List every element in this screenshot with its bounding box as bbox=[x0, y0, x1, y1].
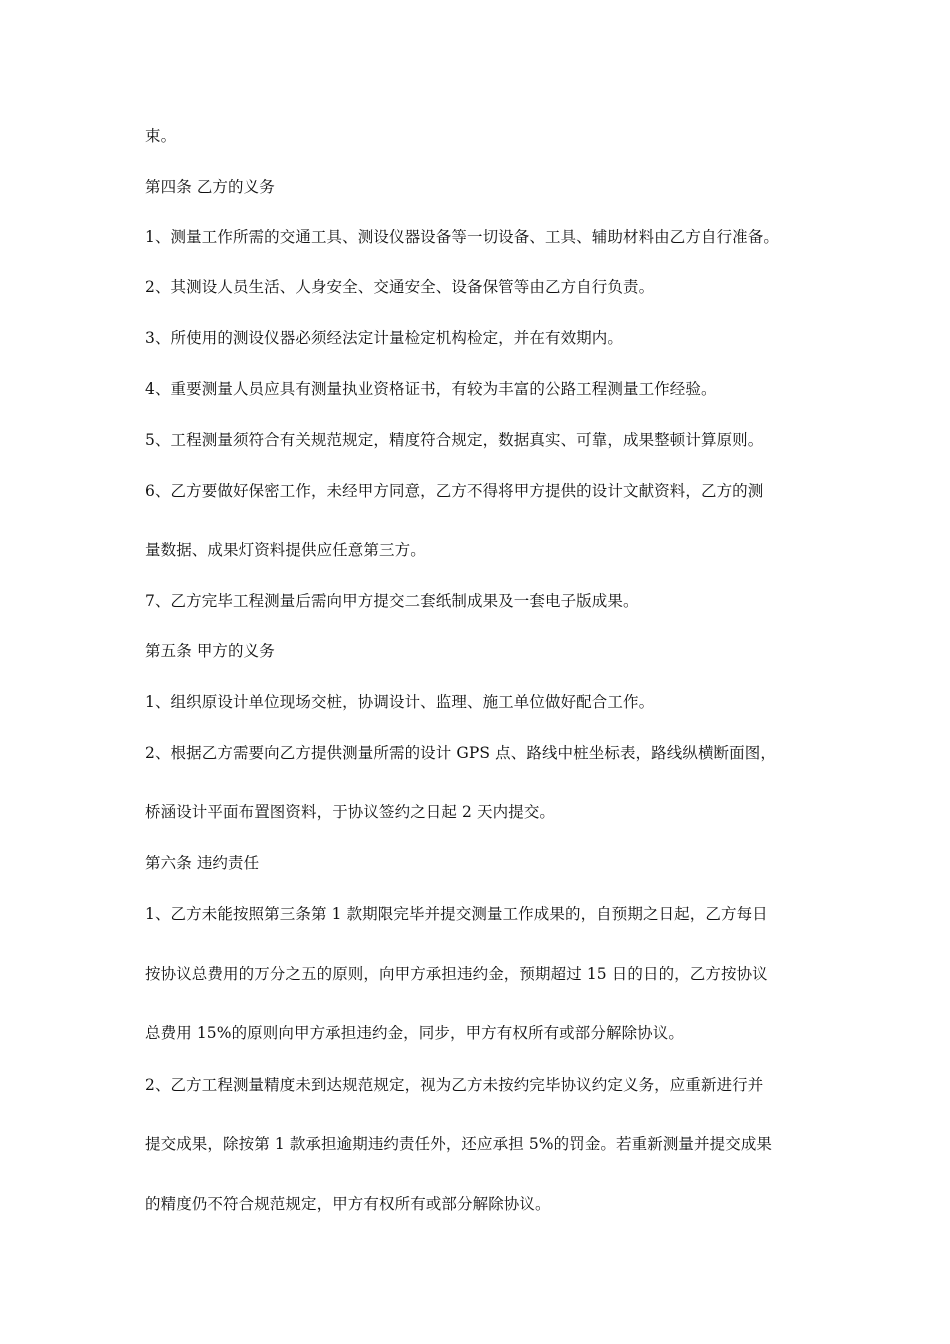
text-line-14: 桥涵设计平面布置图资料，于协议签约之日起 2 天内提交。 bbox=[145, 803, 556, 821]
text-line-16: 1、乙方未能按照第三条第 1 款期限完毕并提交测量工作成果的，自预期之日起，乙方每日 bbox=[145, 905, 768, 923]
section-heading-6: 第六条 违约责任 bbox=[145, 854, 260, 872]
text-line-9: 量数据、成果灯资料提供应任意第三方。 bbox=[145, 541, 426, 559]
text-line-19: 2、乙方工程测量精度未到达规范规定，视为乙方未按约完毕协议约定义务，应重新进行并 bbox=[145, 1076, 764, 1094]
text-line-1: 束。 bbox=[145, 127, 177, 145]
text-line-8: 6、乙方要做好保密工作，未经甲方同意，乙方不得将甲方提供的设计文献资料，乙方的测 bbox=[145, 482, 764, 500]
text-line-5: 3、所使用的测设仪器必须经法定计量检定机构检定，并在有效期内。 bbox=[145, 329, 623, 347]
section-heading-4: 第四条 乙方的义务 bbox=[145, 178, 275, 196]
text-line-7: 5、工程测量须符合有关规范规定，精度符合规定，数据真实、可靠，成果整顿计算原则。 bbox=[145, 431, 764, 449]
text-line-6: 4、重要测量人员应具有测量执业资格证书，有较为丰富的公路工程测量工作经验。 bbox=[145, 380, 717, 398]
text-line-17: 按协议总费用的万分之五的原则，向甲方承担违约金，预期超过 15 日的日的，乙方按协议 bbox=[145, 965, 768, 983]
text-line-10: 7、乙方完毕工程测量后需向甲方提交二套纸制成果及一套电子版成果。 bbox=[145, 592, 639, 610]
text-line-12: 1、组织原设计单位现场交桩，协调设计、监理、施工单位做好配合工作。 bbox=[145, 693, 655, 711]
text-line-20: 提交成果，除按第 1 款承担逾期违约责任外，还应承担 5%的罚金。若重新测量并提交成果 bbox=[145, 1135, 773, 1153]
text-line-3: 1、测量工作所需的交通工具、测设仪器设备等一切设备、工具、辅助材料由乙方自行准备。 bbox=[145, 228, 779, 246]
text-line-4: 2、其测设人员生活、人身安全、交通安全、设备保管等由乙方自行负责。 bbox=[145, 278, 655, 296]
text-line-21: 的精度仍不符合规范规定，甲方有权所有或部分解除协议。 bbox=[145, 1195, 551, 1213]
text-line-13: 2、根据乙方需要向乙方提供测量所需的设计 GPS 点、路线中桩坐标表，路线纵横断面图， bbox=[145, 744, 776, 762]
text-line-18: 总费用 15%的原则向甲方承担违约金，同步，甲方有权所有或部分解除协议。 bbox=[145, 1024, 684, 1042]
section-heading-5: 第五条 甲方的义务 bbox=[145, 642, 275, 660]
